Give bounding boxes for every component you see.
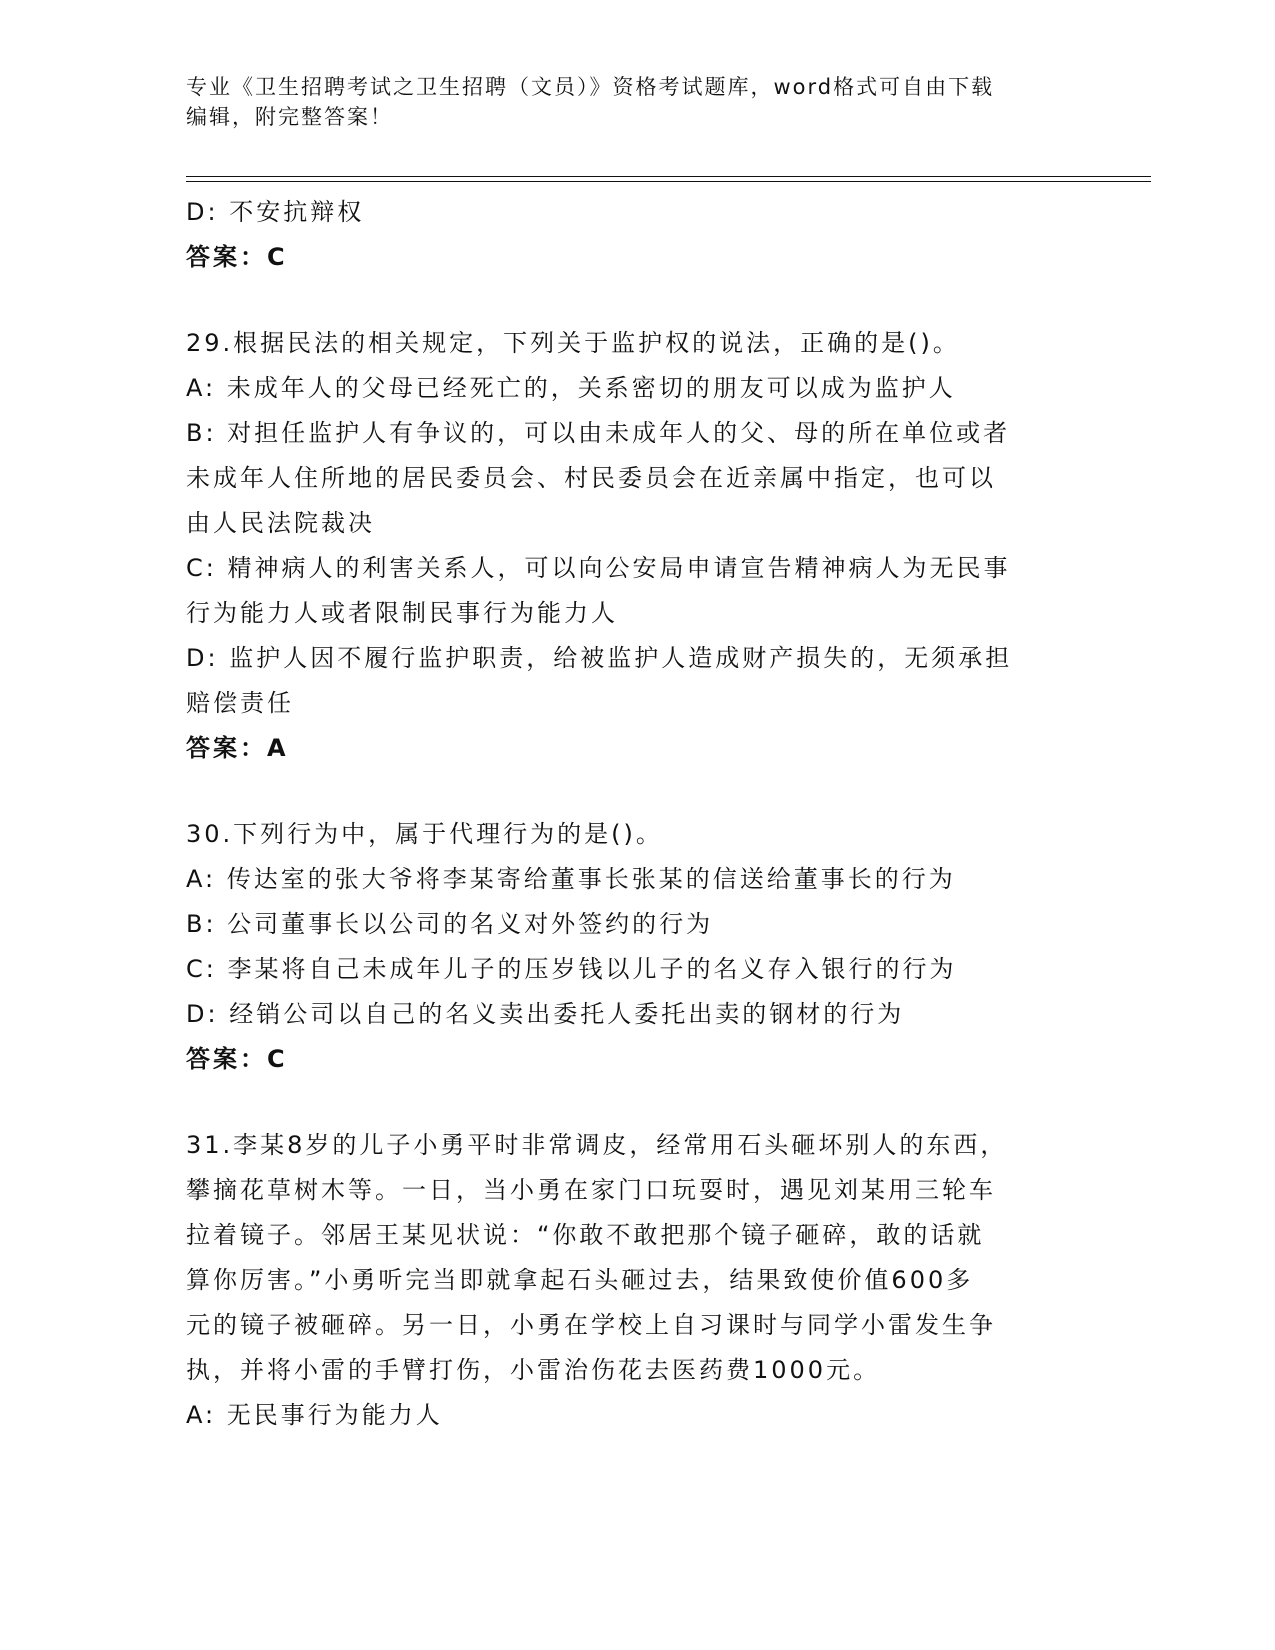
option-line: A: 传达室的张大爷将李某寄给董事长张某的信送给董事长的行为 <box>186 865 956 893</box>
option-line: D: 监护人因不履行监护职责，给被监护人造成财产损失的，无须承担 <box>186 644 1013 672</box>
header-divider <box>186 176 1151 177</box>
question-list <box>186 190 1086 1438</box>
answer-line: 答案：A <box>186 734 289 762</box>
option-line: 由人民法院裁决 <box>186 509 375 537</box>
option-line: B: 公司董事长以公司的名义对外签约的行为 <box>186 910 714 938</box>
option-line: C: 精神病人的利害关系人，可以向公安局申请宣告精神病人为无民事 <box>186 554 1011 582</box>
spacer <box>186 771 1086 812</box>
question-line: 拉着镜子。邻居王某见状说：“你敢不敢把那个镜子砸碎，敢的话就 <box>186 1221 985 1249</box>
option-line: A: 未成年人的父母已经死亡的，关系密切的朋友可以成为监护人 <box>186 374 956 402</box>
question-line: 29.根据民法的相关规定，下列关于监护权的说法，正确的是()。 <box>186 329 960 357</box>
question-line: 算你厉害。”小勇听完当即就拿起石头砸过去，结果致使价值600多 <box>186 1266 974 1294</box>
option-line: B: 对担任监护人有争议的，可以由未成年人的父、母的所在单位或者 <box>186 419 1011 447</box>
option-line: D: 经销公司以自己的名义卖出委托人委托出卖的钢材的行为 <box>186 1000 905 1028</box>
spacer <box>186 280 1086 321</box>
header-line: 编辑，附完整答案！ <box>186 105 393 129</box>
question-line: 31.李某8岁的儿子小勇平时非常调皮，经常用石头砸坏别人的东西， <box>186 1131 1008 1159</box>
question-line: 元的镜子被砸碎。另一日，小勇在学校上自习课时与同学小雷发生争 <box>186 1311 996 1339</box>
option-line: D: 不安抗辩权 <box>186 198 365 226</box>
option-line: 赔偿责任 <box>186 689 294 717</box>
question-block <box>186 190 1086 280</box>
option-line: 未成年人住所地的居民委员会、村民委员会在近亲属中指定，也可以 <box>186 464 996 492</box>
question-line: 30.下列行为中，属于代理行为的是()。 <box>186 820 663 848</box>
spacer <box>186 1082 1086 1123</box>
header-line: 专业《卫生招聘考试之卫生招聘（文员）》资格考试题库，word格式可自由下载 <box>186 75 995 99</box>
question-block <box>186 321 1086 771</box>
question-line: 执，并将小雷的手臂打伤，小雷治伤花去医药费1000元。 <box>186 1356 881 1384</box>
header-divider <box>186 181 1151 182</box>
question-block <box>186 812 1086 1082</box>
option-line: A: 无民事行为能力人 <box>186 1401 443 1429</box>
option-line: C: 李某将自己未成年儿子的压岁钱以儿子的名义存入银行的行为 <box>186 955 957 983</box>
option-line: 行为能力人或者限制民事行为能力人 <box>186 599 618 627</box>
question-line: 攀摘花草树木等。一日，当小勇在家门口玩耍时，遇见刘某用三轮车 <box>186 1176 996 1204</box>
answer-line: 答案：C <box>186 243 288 271</box>
question-block <box>186 1123 1086 1438</box>
document-header <box>186 72 1086 132</box>
answer-line: 答案：C <box>186 1045 288 1073</box>
